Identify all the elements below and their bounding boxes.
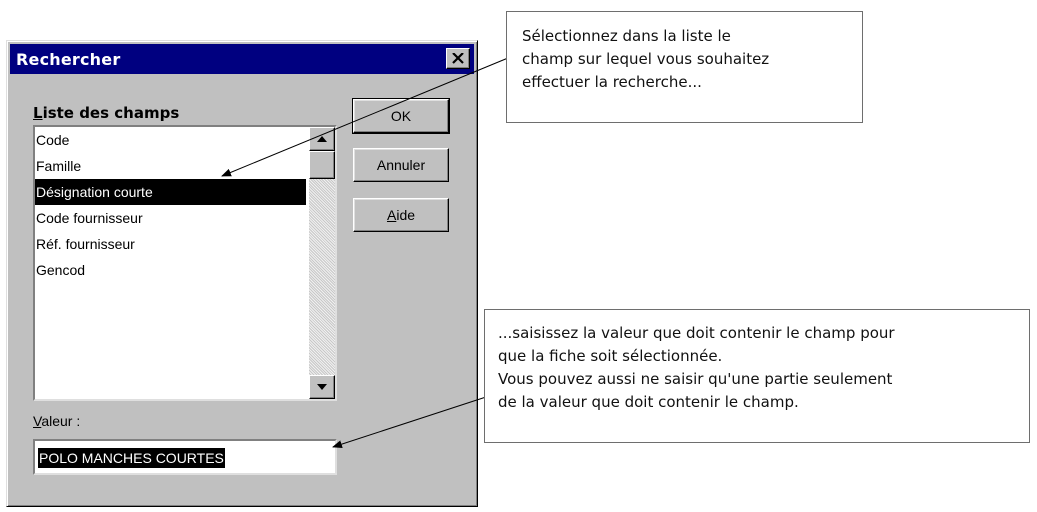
arrow-to-list bbox=[222, 58, 508, 176]
field-list-label: Liste des champs bbox=[33, 104, 180, 122]
list-item[interactable]: Réf. fournisseur bbox=[36, 236, 135, 252]
list-item[interactable]: Famille bbox=[36, 158, 82, 174]
value-input-text: POLO MANCHES COURTES bbox=[39, 450, 224, 466]
list-item[interactable]: Code bbox=[36, 132, 70, 148]
value-label: Valeur : bbox=[33, 413, 81, 429]
list-item[interactable]: Gencod bbox=[36, 262, 86, 278]
cancel-button[interactable]: Annuler bbox=[353, 148, 449, 182]
arrow-to-value bbox=[333, 397, 486, 447]
help-button[interactable]: Aide bbox=[353, 198, 449, 232]
callout-enter-value: ...saisissez la valeur que doit contenir le champ pour que la fiche soit sélectionnée. Vous pouvez aussi ne saisir qu'une partie seulement de la valeur que doit contenir le champ. bbox=[484, 309, 1030, 443]
callout-select-field: Sélectionnez dans la liste le champ sur lequel vous souhaitez effectuer la recherche... bbox=[506, 11, 863, 123]
list-item[interactable]: Code fournisseur bbox=[36, 210, 143, 226]
ok-button[interactable]: OK bbox=[353, 99, 449, 133]
list-item-selected[interactable]: Désignation courte bbox=[35, 179, 306, 205]
dialog-title: Rechercher bbox=[16, 50, 121, 69]
